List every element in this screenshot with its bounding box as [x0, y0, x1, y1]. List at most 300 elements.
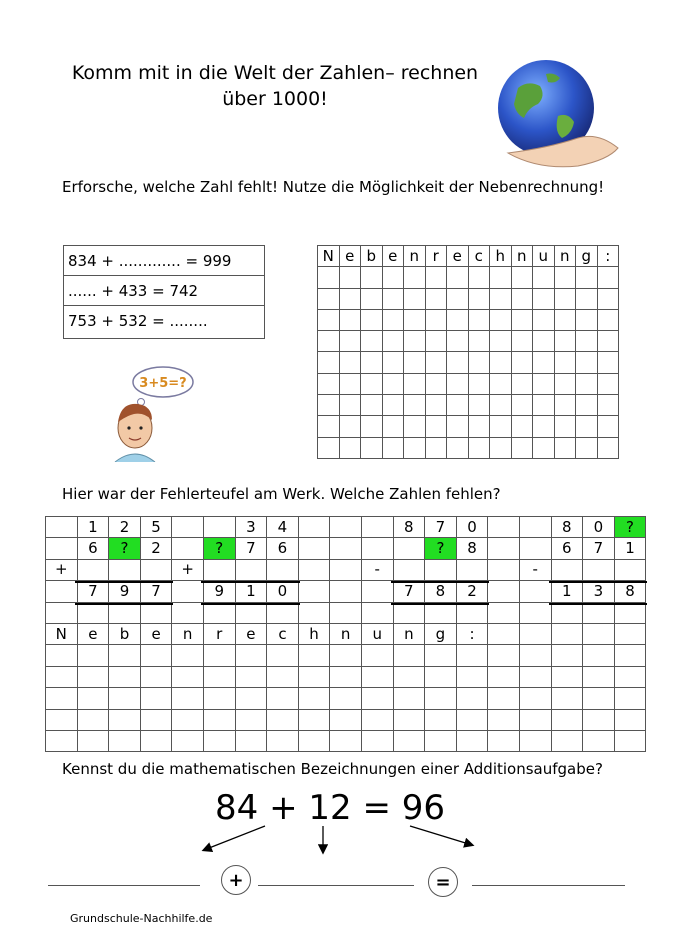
scratch-cell[interactable] [597, 309, 619, 330]
grid-cell[interactable] [425, 688, 457, 709]
scratch-cell[interactable] [382, 309, 404, 330]
grid-cell[interactable] [393, 538, 425, 559]
scratch-cell[interactable] [425, 416, 447, 437]
grid-cell[interactable] [488, 517, 520, 538]
scratch-cell[interactable] [404, 373, 426, 394]
scratch-cell[interactable] [576, 267, 598, 288]
scratch-cell[interactable] [339, 373, 361, 394]
grid-cell[interactable] [203, 602, 235, 623]
scratch-cell[interactable] [339, 416, 361, 437]
grid-cell[interactable] [330, 645, 362, 666]
grid-cell[interactable] [519, 666, 551, 687]
grid-cell[interactable] [456, 666, 488, 687]
scratch-cell[interactable] [554, 395, 576, 416]
grid-cell[interactable] [140, 645, 172, 666]
grid-cell[interactable] [361, 688, 393, 709]
grid-cell[interactable] [298, 666, 330, 687]
grid-cell[interactable] [361, 538, 393, 559]
scratch-cell[interactable] [597, 288, 619, 309]
scratch-cell[interactable] [597, 437, 619, 458]
grid-cell[interactable] [172, 666, 204, 687]
grid-cell[interactable] [140, 602, 172, 623]
scratch-cell[interactable] [382, 352, 404, 373]
grid-cell[interactable] [330, 730, 362, 751]
grid-cell[interactable] [551, 688, 583, 709]
scratch-cell[interactable] [447, 352, 469, 373]
scratch-cell[interactable] [361, 352, 383, 373]
missing-digit-cell[interactable]: ? [614, 517, 646, 538]
scratch-cell[interactable] [468, 395, 490, 416]
grid-cell[interactable] [235, 602, 267, 623]
scratch-cell[interactable] [554, 309, 576, 330]
scratch-cell[interactable] [404, 395, 426, 416]
scratch-cell[interactable] [468, 267, 490, 288]
answer-line-3[interactable] [472, 885, 625, 886]
scratch-cell[interactable] [425, 309, 447, 330]
grid-cell[interactable] [77, 666, 109, 687]
title-line-1: Komm mit in die Welt der Zahlen– rechnen [71, 62, 479, 84]
scratch-cell[interactable] [425, 288, 447, 309]
grid-cell[interactable] [614, 666, 646, 687]
grid-cell[interactable] [330, 666, 362, 687]
grid-cell[interactable] [267, 666, 299, 687]
scratch-cell[interactable] [318, 309, 340, 330]
grid-cell[interactable] [77, 688, 109, 709]
grid-cell[interactable] [172, 517, 204, 538]
grid-cell[interactable] [488, 645, 520, 666]
scratch-cell[interactable] [361, 416, 383, 437]
scratch-cell[interactable] [533, 395, 555, 416]
scratch-cell[interactable] [533, 416, 555, 437]
scratch-cell[interactable] [318, 395, 340, 416]
scratch-cell[interactable] [468, 331, 490, 352]
grid-cell[interactable] [519, 538, 551, 559]
scratch-cell[interactable] [382, 267, 404, 288]
grid-cell[interactable] [393, 559, 425, 580]
grid-cell[interactable] [172, 730, 204, 751]
grid-cell[interactable] [551, 559, 583, 580]
scratch-cell[interactable] [554, 331, 576, 352]
scratch-cell[interactable] [339, 331, 361, 352]
grid-cell[interactable] [456, 688, 488, 709]
scratch-cell[interactable] [361, 373, 383, 394]
scratch-cell[interactable] [554, 437, 576, 458]
grid-cell[interactable] [235, 709, 267, 730]
grid-cell[interactable] [267, 645, 299, 666]
scratch-label-cell: N [318, 246, 340, 267]
grid-cell[interactable] [488, 730, 520, 751]
scratch-cell[interactable] [425, 267, 447, 288]
scratch-cell[interactable] [490, 416, 512, 437]
scratch-label-cell: n [393, 623, 425, 644]
grid-cell[interactable] [488, 666, 520, 687]
grid-cell[interactable] [614, 709, 646, 730]
scratch-cell[interactable] [447, 395, 469, 416]
scratch-cell[interactable] [576, 309, 598, 330]
grid-cell[interactable] [203, 645, 235, 666]
scratch-cell[interactable] [361, 331, 383, 352]
scratch-cell[interactable] [554, 267, 576, 288]
scratch-cell[interactable] [425, 437, 447, 458]
scratch-cell[interactable] [361, 288, 383, 309]
grid-cell[interactable] [425, 602, 457, 623]
scratch-cell[interactable] [490, 309, 512, 330]
scratch-cell[interactable] [404, 309, 426, 330]
grid-cell[interactable] [583, 623, 615, 644]
grid-cell[interactable] [614, 645, 646, 666]
scratch-cell[interactable] [425, 373, 447, 394]
scratch-cell[interactable] [576, 373, 598, 394]
grid-cell[interactable] [298, 517, 330, 538]
scratch-cell[interactable] [447, 437, 469, 458]
grid-cell[interactable] [140, 666, 172, 687]
scratch-cell[interactable] [554, 352, 576, 373]
grid-cell[interactable] [109, 645, 141, 666]
scratch-cell[interactable] [318, 331, 340, 352]
grid-cell[interactable] [583, 645, 615, 666]
grid-cell[interactable] [551, 730, 583, 751]
scratch-cell[interactable] [576, 416, 598, 437]
grid-cell[interactable] [46, 581, 78, 602]
grid-cell[interactable] [456, 645, 488, 666]
scratch-cell[interactable] [425, 352, 447, 373]
grid-cell[interactable] [172, 538, 204, 559]
scratch-cell[interactable] [511, 267, 533, 288]
grid-cell[interactable] [77, 730, 109, 751]
scratch-cell[interactable] [597, 416, 619, 437]
scratch-cell[interactable] [511, 416, 533, 437]
grid-cell[interactable] [298, 709, 330, 730]
grid-cell[interactable] [203, 688, 235, 709]
grid-cell[interactable] [203, 517, 235, 538]
grid-cell[interactable] [456, 709, 488, 730]
scratch-cell[interactable] [511, 395, 533, 416]
grid-cell[interactable] [488, 581, 520, 602]
grid-cell[interactable] [46, 730, 78, 751]
grid-cell[interactable] [46, 517, 78, 538]
grid-cell[interactable] [298, 730, 330, 751]
grid-cell[interactable] [551, 602, 583, 623]
scratch-cell[interactable] [339, 395, 361, 416]
grid-cell[interactable] [330, 559, 362, 580]
grid-cell[interactable] [583, 559, 615, 580]
grid-cell[interactable] [330, 688, 362, 709]
grid-cell[interactable] [551, 623, 583, 644]
grid-cell[interactable] [425, 666, 457, 687]
grid-cell[interactable] [140, 709, 172, 730]
grid-cell[interactable] [203, 559, 235, 580]
grid-cell[interactable] [298, 581, 330, 602]
grid-cell[interactable] [425, 645, 457, 666]
grid-cell[interactable] [583, 688, 615, 709]
grid-cell[interactable] [456, 559, 488, 580]
scratch-cell[interactable] [468, 437, 490, 458]
grid-cell[interactable] [488, 688, 520, 709]
scratch-cell[interactable] [533, 267, 555, 288]
answer-line-2[interactable] [258, 885, 414, 886]
scratch-cell[interactable] [404, 437, 426, 458]
grid-cell[interactable] [235, 666, 267, 687]
grid-cell[interactable] [393, 688, 425, 709]
grid-cell[interactable] [267, 730, 299, 751]
grid-cell[interactable] [172, 645, 204, 666]
scratch-cell[interactable] [468, 416, 490, 437]
grid-cell[interactable] [203, 730, 235, 751]
grid-cell[interactable] [519, 688, 551, 709]
grid-cell[interactable] [172, 709, 204, 730]
scratch-cell[interactable] [318, 288, 340, 309]
grid-cell[interactable] [46, 538, 78, 559]
grid-cell[interactable] [172, 688, 204, 709]
grid-cell[interactable] [140, 559, 172, 580]
scratch-cell[interactable] [447, 416, 469, 437]
grid-cell[interactable] [393, 709, 425, 730]
scratch-cell[interactable] [318, 352, 340, 373]
scratch-cell[interactable] [554, 373, 576, 394]
grid-cell[interactable] [77, 645, 109, 666]
scratch-cell[interactable] [382, 395, 404, 416]
scratch-cell[interactable] [490, 437, 512, 458]
grid-cell[interactable] [298, 688, 330, 709]
missing-digit-cell[interactable]: ? [109, 538, 141, 559]
missing-digit-cell[interactable]: ? [425, 538, 457, 559]
scratch-cell[interactable] [576, 395, 598, 416]
scratch-cell[interactable] [425, 331, 447, 352]
grid-cell[interactable] [361, 602, 393, 623]
grid-cell[interactable] [519, 602, 551, 623]
grid-cell[interactable] [235, 645, 267, 666]
scratch-cell[interactable] [339, 309, 361, 330]
scratch-cell[interactable] [361, 267, 383, 288]
scratch-cell[interactable] [490, 352, 512, 373]
scratch-label-cell: b [109, 623, 141, 644]
grid-cell[interactable] [551, 709, 583, 730]
scratch-cell[interactable] [318, 373, 340, 394]
grid-cell[interactable] [109, 709, 141, 730]
grid-cell[interactable] [614, 688, 646, 709]
error-grid[interactable] [45, 516, 646, 752]
grid-cell[interactable] [519, 581, 551, 602]
scratch-cell[interactable] [339, 267, 361, 288]
scratch-cell[interactable] [361, 395, 383, 416]
scratch-cell[interactable] [425, 395, 447, 416]
scratch-cell[interactable] [511, 288, 533, 309]
scratch-cell[interactable] [361, 309, 383, 330]
scratch-cell[interactable] [447, 267, 469, 288]
grid-cell[interactable] [267, 688, 299, 709]
scratch-cell[interactable] [468, 288, 490, 309]
scratch-cell[interactable] [554, 416, 576, 437]
grid-cell[interactable] [393, 730, 425, 751]
scratch-cell[interactable] [404, 331, 426, 352]
grid-cell[interactable] [140, 730, 172, 751]
scratch-cell[interactable] [597, 373, 619, 394]
grid-cell[interactable] [425, 730, 457, 751]
grid-cell[interactable] [77, 602, 109, 623]
scratch-cell[interactable] [468, 309, 490, 330]
scratch-cell[interactable] [511, 437, 533, 458]
grid-cell[interactable] [330, 709, 362, 730]
grid-cell[interactable] [330, 581, 362, 602]
grid-cell[interactable] [109, 730, 141, 751]
scratch-cell[interactable] [490, 267, 512, 288]
scratch-cell[interactable] [339, 352, 361, 373]
grid-cell[interactable] [172, 581, 204, 602]
scratch-cell[interactable] [554, 288, 576, 309]
scratch-cell[interactable] [511, 373, 533, 394]
grid-cell[interactable] [614, 623, 646, 644]
grid-cell[interactable] [235, 559, 267, 580]
scratch-cell[interactable] [490, 395, 512, 416]
scratch-cell[interactable] [533, 288, 555, 309]
scratch-cell[interactable] [511, 331, 533, 352]
scratch-cell[interactable] [404, 416, 426, 437]
grid-cell[interactable] [267, 602, 299, 623]
scratch-cell[interactable] [468, 373, 490, 394]
grid-cell[interactable] [425, 709, 457, 730]
grid-cell[interactable] [519, 623, 551, 644]
grid-cell[interactable] [614, 559, 646, 580]
scratch-cell[interactable] [382, 288, 404, 309]
missing-digit-cell[interactable]: ? [203, 538, 235, 559]
scratch-cell[interactable] [404, 267, 426, 288]
grid-cell[interactable] [393, 645, 425, 666]
scratch-cell[interactable] [447, 331, 469, 352]
scratch-cell[interactable] [511, 352, 533, 373]
grid-cell[interactable] [583, 730, 615, 751]
scratch-cell[interactable] [576, 437, 598, 458]
grid-cell[interactable] [77, 559, 109, 580]
grid-cell[interactable] [267, 559, 299, 580]
grid-cell[interactable] [583, 602, 615, 623]
grid-cell[interactable] [298, 602, 330, 623]
scratch-cell[interactable] [511, 309, 533, 330]
grid-cell[interactable] [46, 602, 78, 623]
grid-cell[interactable] [330, 538, 362, 559]
grid-cell[interactable] [519, 517, 551, 538]
grid-cell[interactable] [519, 730, 551, 751]
grid-cell[interactable] [77, 709, 109, 730]
grid-cell[interactable] [551, 666, 583, 687]
grid-cell[interactable] [330, 602, 362, 623]
grid-cell[interactable] [361, 645, 393, 666]
grid-cell[interactable] [488, 709, 520, 730]
grid-cell[interactable] [298, 538, 330, 559]
scratch-cell[interactable] [382, 437, 404, 458]
scratch-cell[interactable] [339, 288, 361, 309]
scratch-cell[interactable] [468, 352, 490, 373]
grid-cell[interactable] [361, 730, 393, 751]
grid-cell[interactable] [488, 602, 520, 623]
scratch-cell[interactable] [361, 437, 383, 458]
grid-cell[interactable] [583, 709, 615, 730]
grid-cell[interactable] [361, 666, 393, 687]
scratch-label-cell: n [554, 246, 576, 267]
scratch-cell[interactable] [533, 309, 555, 330]
grid-cell[interactable] [393, 602, 425, 623]
scratch-cell[interactable] [490, 288, 512, 309]
scratch-cell[interactable] [597, 267, 619, 288]
equation-2: ...... + 433 = 742 [64, 276, 264, 306]
scratch-cell[interactable] [447, 288, 469, 309]
grid-cell[interactable] [519, 645, 551, 666]
answer-line-1[interactable] [48, 885, 200, 886]
scratch-cell[interactable] [404, 288, 426, 309]
grid-cell[interactable] [488, 623, 520, 644]
grid-cell[interactable] [298, 645, 330, 666]
grid-cell[interactable] [172, 602, 204, 623]
grid-cell[interactable] [235, 688, 267, 709]
scratch-cell[interactable] [576, 352, 598, 373]
grid-cell[interactable] [456, 602, 488, 623]
grid-cell[interactable] [488, 559, 520, 580]
grid-cell[interactable] [46, 645, 78, 666]
grid-cell[interactable] [456, 730, 488, 751]
grid-cell[interactable] [267, 709, 299, 730]
grid-cell[interactable] [361, 517, 393, 538]
grid-cell[interactable] [393, 666, 425, 687]
grid-cell[interactable] [614, 602, 646, 623]
grid-cell[interactable] [425, 559, 457, 580]
scratch-cell[interactable] [533, 352, 555, 373]
grid-cell[interactable] [235, 730, 267, 751]
scratch-cell[interactable] [318, 437, 340, 458]
grid-cell[interactable] [330, 517, 362, 538]
scratch-cell[interactable] [533, 331, 555, 352]
scratch-cell[interactable] [576, 288, 598, 309]
scratch-cell[interactable] [597, 331, 619, 352]
scratch-cell[interactable] [490, 373, 512, 394]
grid-cell[interactable] [361, 581, 393, 602]
grid-cell[interactable] [109, 602, 141, 623]
scratch-cell[interactable] [382, 373, 404, 394]
scratch-cell[interactable] [576, 331, 598, 352]
scratch-cell[interactable] [318, 416, 340, 437]
scratch-cell[interactable] [318, 267, 340, 288]
grid-cell[interactable] [551, 645, 583, 666]
scratch-cell[interactable] [404, 352, 426, 373]
grid-cell[interactable] [109, 688, 141, 709]
scratch-cell[interactable] [339, 437, 361, 458]
scratch-cell[interactable] [382, 416, 404, 437]
grid-cell[interactable] [203, 709, 235, 730]
grid-cell[interactable] [109, 666, 141, 687]
scratch-label-cell: n [511, 246, 533, 267]
scratch-cell[interactable] [447, 309, 469, 330]
scratch-cell[interactable] [490, 331, 512, 352]
grid-cell[interactable] [488, 538, 520, 559]
scratch-cell[interactable] [533, 437, 555, 458]
scratch-cell[interactable] [382, 331, 404, 352]
operator-cell: + [172, 559, 204, 580]
grid-cell[interactable] [361, 709, 393, 730]
scratch-cell[interactable] [597, 352, 619, 373]
grid-cell[interactable] [140, 688, 172, 709]
grid-cell[interactable] [519, 709, 551, 730]
grid-cell[interactable] [298, 559, 330, 580]
grid-cell[interactable] [46, 688, 78, 709]
grid-cell[interactable] [109, 559, 141, 580]
grid-cell[interactable] [46, 709, 78, 730]
grid-cell[interactable] [614, 730, 646, 751]
grid-cell[interactable] [583, 666, 615, 687]
scratch-cell[interactable] [597, 395, 619, 416]
grid-cell[interactable] [203, 666, 235, 687]
scratch-cell[interactable] [447, 373, 469, 394]
grid-cell[interactable] [46, 666, 78, 687]
scratch-grid-1[interactable] [317, 245, 619, 459]
scratch-cell[interactable] [533, 373, 555, 394]
